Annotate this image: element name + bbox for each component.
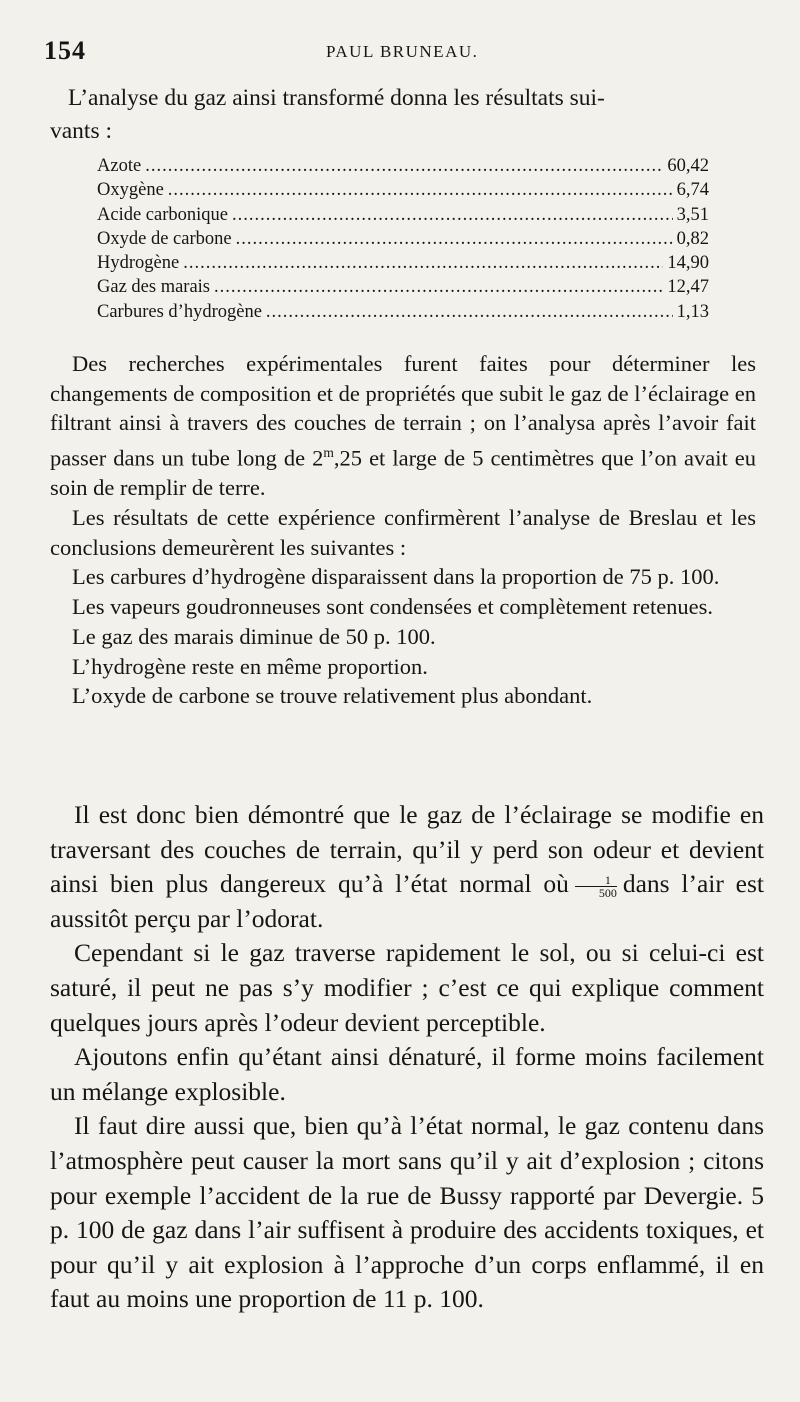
dot-leader (266, 302, 673, 323)
fraction-numerator: 1 (575, 874, 617, 887)
paragraph: Cependant si le gaz traverse rapidement le sol, ou si celui-ci est saturé, il peut ne pas s’y modifier ; c’est ce qui explique comment quelques jours après l’odeur devient perceptible. (50, 938, 764, 1037)
table-row (97, 253, 709, 277)
page-number: 154 (44, 36, 86, 65)
component-value: 14,90 (667, 253, 709, 274)
table-row (97, 156, 709, 180)
paragraph-text: dans l’air est aussitôt perçu par l’odorat. (50, 869, 764, 933)
component-value: 12,47 (667, 277, 709, 298)
paragraph (50, 798, 764, 936)
paragraph (50, 349, 756, 503)
experiment-section (50, 349, 756, 711)
component-name: Hydrogène (97, 253, 180, 274)
dot-leader (232, 205, 673, 226)
table-row (97, 180, 709, 204)
table-row (97, 205, 709, 229)
component-value: 1,13 (676, 301, 709, 322)
component-name: Azote (97, 156, 142, 176)
page-header (44, 36, 760, 70)
paragraph-text: Des recherches expérimentales furent faites pour déterminer les changements de composition et de propriétés que subit le gaz de l’éclairage en filtrant ainsi à travers des couches de terrain ; on l’analysa après l’avoir fait passer dans un tube long de 2 (50, 351, 756, 471)
component-value: 0,82 (676, 228, 709, 249)
dot-leader (168, 180, 673, 201)
component-value: 6,74 (676, 180, 709, 201)
paragraph: Les résultats de cette expérience confirmèrent l’analyse de Breslau et les conclusions demeurèrent les suivantes : (50, 505, 756, 560)
table-row (97, 302, 709, 326)
component-name: Oxyde de carbone (97, 228, 232, 249)
dot-leader (214, 277, 663, 298)
table-row (97, 277, 709, 301)
dot-leader (145, 156, 663, 177)
table-row (97, 229, 709, 253)
component-name: Acide carbonique (97, 204, 228, 225)
paragraph: L’hydrogène reste en même proportion. (72, 653, 428, 679)
component-value: 3,51 (676, 204, 709, 225)
dot-leader (236, 229, 673, 250)
paragraph: Il faut dire aussi que, bien qu’à l’état normal, le gaz contenu dans l’atmosphère peut causer la mort sans qu’il y ait d’explosion ; citons pour exemple l’accident de la rue de Bussy rapporté par Devergie. 5 p. 100 de gaz dans l’air suffisent à produire des accidents toxiques, et pour qu’il y ait explosion à l’approche d’un corps enflammé, il en faut au moins une proportion de 11 p. 100. (50, 1111, 764, 1314)
intro-line-1: L’analyse du gaz ainsi transformé donna les résultats sui- (68, 85, 605, 111)
dot-leader (183, 253, 663, 274)
intro-paragraph (50, 82, 762, 148)
paragraph: Les vapeurs goudronneuses sont condensées et complètement retenues. (72, 594, 714, 620)
paragraph: Le gaz des marais diminue de 50 p. 100. (72, 623, 436, 649)
conclusion-section (50, 798, 764, 1317)
fraction (575, 874, 617, 899)
unit-superscript: m (323, 445, 334, 461)
paragraph: Les carbures d’hydrogène disparaissent dans la proportion de 75 p. 100. (72, 564, 720, 590)
component-name: Oxygène (97, 180, 164, 201)
component-name: Gaz des marais (97, 277, 211, 298)
running-title: PAUL BRUNEAU. (326, 42, 479, 61)
gas-analysis-table (97, 156, 709, 326)
paragraph-text: Il est donc bien démontré que le gaz de l’éclairage se modifie en traversant des couches de terrain, qu’il y perd son odeur et devient ainsi bien plus dangereux qu’à l’état normal où (50, 800, 764, 899)
intro-line-2: vants : (50, 118, 113, 144)
paragraph: Ajoutons enfin qu’étant ainsi dénaturé, il forme moins facilement un mélange explosible. (50, 1042, 764, 1106)
fraction-denominator: 500 (598, 885, 617, 900)
component-value: 60,42 (667, 156, 709, 176)
component-name: Carbures d’hydrogène (97, 301, 262, 322)
paragraph: L’oxyde de carbone se trouve relativement plus abondant. (72, 683, 593, 709)
paragraph-text: ,25 et large de 5 centimètres que l’on avait eu soin de remplir de terre. (50, 445, 756, 501)
